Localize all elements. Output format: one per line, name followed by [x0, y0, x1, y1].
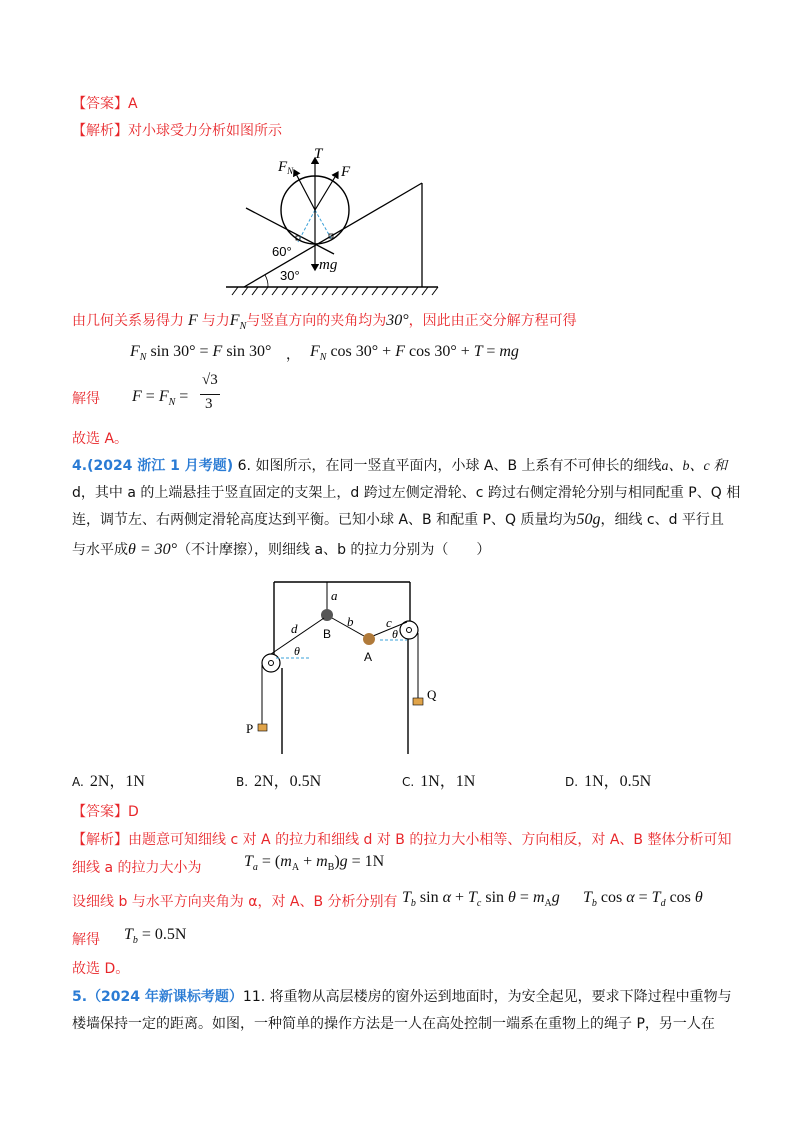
label-b: b	[347, 614, 354, 629]
equation-1: $F_N$ sin 30° = F sin 30°	[130, 343, 272, 364]
label-d: d	[291, 621, 298, 636]
label-F: F	[341, 164, 351, 180]
option-d[interactable]	[565, 768, 651, 791]
analysis-2-line-3: 设细线 b 与水平方向夹角为 α，对 A、B 分析分别有	[72, 894, 398, 910]
label-30deg: 30°	[280, 268, 300, 283]
option-b-value: 2N，0.5N	[254, 773, 322, 790]
analysis-2-line-1	[72, 830, 731, 850]
question-line3-a: 连，调节左、右两侧定滑轮高度达到平衡。已知小球 A、B 和配重 P、Q 质量均为	[72, 512, 577, 528]
answer-2	[72, 802, 139, 822]
option-a-label: A.	[72, 775, 84, 789]
geometry-pre: 由几何关系易得力	[72, 313, 184, 329]
answer-tag: 【答案】	[72, 96, 128, 112]
geometry-sentence	[72, 311, 577, 337]
label-A: A	[364, 650, 373, 664]
analysis-2-line-2: 细线 a 的拉力大小为	[72, 860, 202, 876]
option-d-value: 1N，0.5N	[584, 773, 652, 790]
question-source: （2024 年新课标考题）	[87, 989, 243, 1005]
equation-3b: $T_b$ $\cos \alpha = T_d$ cos θ	[583, 889, 703, 910]
question-source: (2024 浙江 1 月考题)	[87, 458, 234, 474]
equation-Ta: $T_a = (m_A + m_B)g = 1N$	[244, 853, 385, 874]
var-F: F	[184, 312, 202, 329]
analysis-1-intro	[72, 121, 282, 141]
question-4-line-2: d，其中 a 的上端悬挂于竖直固定的支架上，d 跨过左侧定滑轮、c 跨过右侧定滑轮分别与相同配重 P、Q 相	[72, 485, 741, 501]
label-Q: Q	[427, 687, 437, 702]
label-theta-left: θ	[294, 644, 300, 658]
option-b-label: B.	[236, 775, 249, 789]
label-B: B	[323, 627, 332, 641]
pulley-diagram	[240, 578, 437, 758]
geometry-post: 与竖直方向的夹角均为	[246, 313, 387, 329]
conclusion-1: 故选 A。	[72, 431, 129, 447]
label-mg: mg	[319, 257, 338, 273]
question-5-line-2: 楼墙保持一定的距离。如图，一种简单的操作方法是一人在高处控制一端系在重物上的绳子 P，另一人在	[72, 1016, 715, 1032]
question-number: 5.	[72, 989, 88, 1005]
equation-2: $F_N$ cos 30° + F cos 30° + T = mg	[310, 343, 519, 364]
analysis-tag: 【解析】	[72, 123, 128, 139]
label-60deg: 60°	[272, 244, 292, 259]
option-b[interactable]	[236, 768, 321, 791]
question-4-line-4	[72, 540, 490, 560]
equation-3a: $T_b$ $\sin \alpha + T_c$ $\sin \theta = m_Ag$	[402, 889, 560, 910]
answer-value: D	[128, 804, 139, 820]
analysis-text: 由题意可知细线 c 对 A 的拉力和细线 d 对 B 的拉力大小相等、方向相反，对 A、B 整体分析可知	[128, 832, 732, 848]
option-a-value: 2N，1N	[89, 773, 145, 790]
solve-label-1: 解得	[72, 391, 100, 407]
question-mass: 50g	[576, 511, 601, 528]
analysis-intro: 对小球受力分析如图所示	[128, 123, 282, 139]
var-FN: $F_N$	[229, 312, 247, 333]
answer-1	[72, 94, 138, 114]
geometry-and: 与力	[201, 313, 230, 329]
solve-label-2: 解得	[72, 932, 100, 948]
analysis-tag: 【解析】	[72, 832, 128, 848]
geometry-end: ，因此由正交分解方程可得	[408, 313, 577, 329]
label-FN: $F_N$	[278, 159, 294, 176]
question-line4-b: （不计摩擦），则细线 a、b 的拉力分别为（ ）	[177, 542, 491, 558]
question-text: 11. 将重物从高层楼房的窗外运到地面时，为安全起见，要求下降过程中重物与	[242, 989, 732, 1005]
option-c-label: C.	[402, 775, 415, 789]
question-line4-a: 与水平成	[72, 542, 128, 558]
solve-equation-2: $T_b = 0.5N$	[124, 926, 187, 947]
question-text: 6. 如图所示，在同一竖直平面内，小球 A、B 上系有不可伸长的细线	[233, 458, 662, 474]
option-a[interactable]	[72, 768, 145, 791]
label-theta-right: θ	[392, 627, 398, 641]
answer-value: A	[128, 96, 138, 112]
question-number: 4.	[72, 458, 88, 474]
conclusion-2: 故选 D。	[72, 961, 130, 977]
force-diagram-incline	[222, 146, 444, 296]
label-c: c	[386, 615, 392, 630]
label-T: T	[314, 146, 323, 162]
label-a: a	[331, 588, 338, 603]
question-5-line-1	[72, 987, 732, 1007]
option-c[interactable]	[402, 768, 475, 791]
question-vars: a、b、c 和	[661, 459, 728, 474]
option-d-label: D.	[565, 775, 579, 789]
answer-tag: 【答案】	[72, 804, 128, 820]
question-theta: θ = 30°	[128, 541, 178, 558]
question-4-line-3	[72, 510, 724, 530]
option-c-value: 1N，1N	[420, 773, 476, 790]
geometry-angle: 30°	[386, 312, 409, 329]
equation-separator: ，	[286, 347, 300, 363]
question-4-line-1	[72, 456, 727, 477]
label-P: P	[246, 721, 254, 736]
question-line3-b: ，细线 c、d 平行且	[600, 512, 724, 528]
